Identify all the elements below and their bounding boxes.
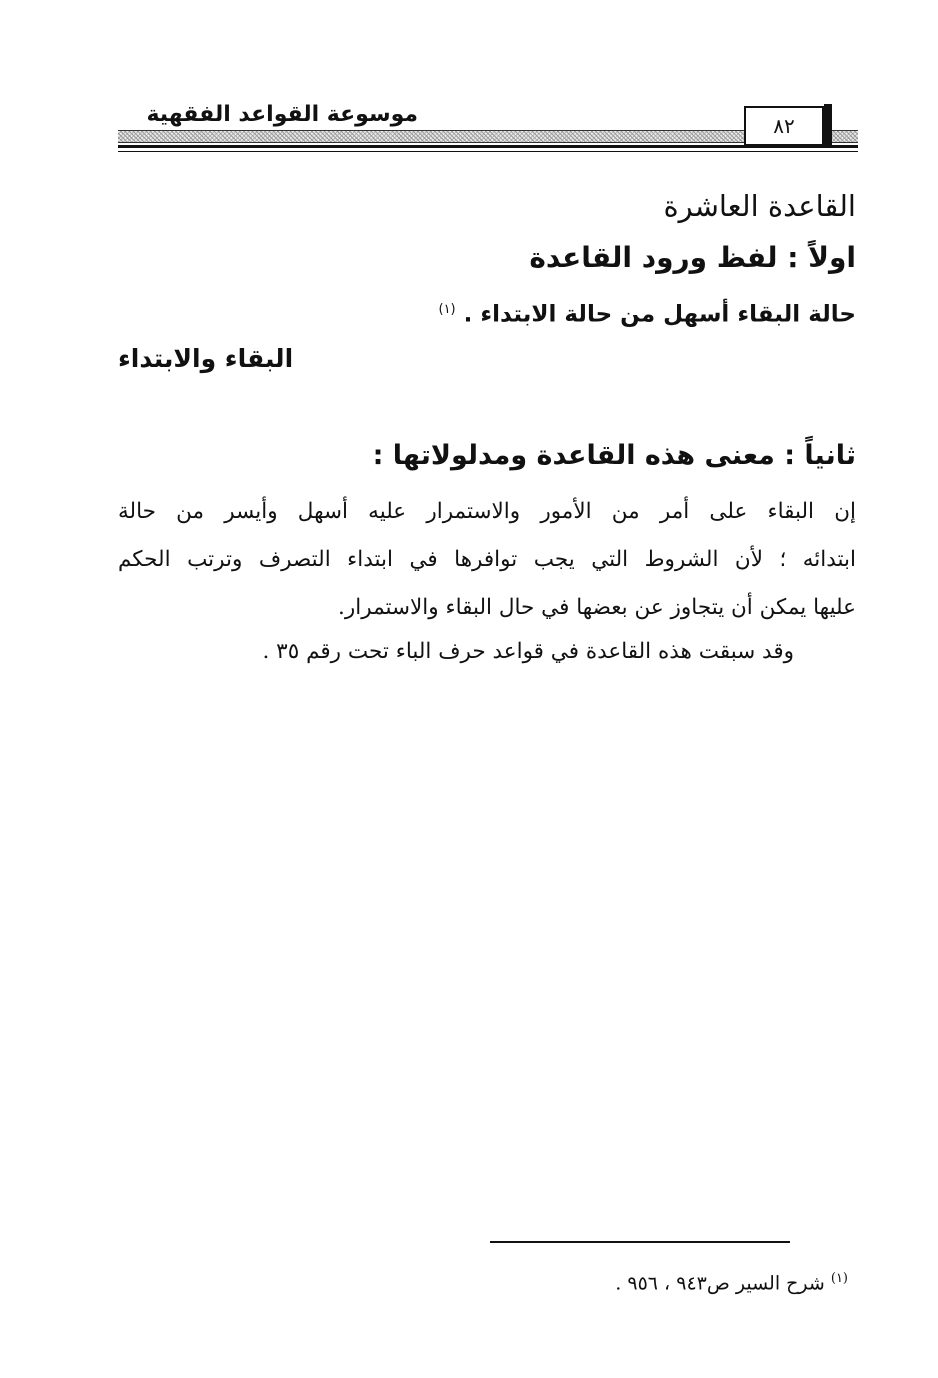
- footnote-reference: (١): [438, 302, 456, 317]
- footnote-marker: (١): [830, 1271, 848, 1286]
- section-two-heading: ثانياً : معنى هذه القاعدة ومدلولاتها :: [372, 440, 856, 471]
- rule-keywords: البقاء والابتداء: [118, 344, 294, 373]
- footnote-text: شرح السير ص٩٤٣ ، ٩٥٦ .: [615, 1272, 825, 1295]
- page-number: ٨٢: [744, 106, 824, 146]
- paragraph-line: عليها يمكن أن يتجاوز عن بعضها في حال البقاء والاستمرار.: [338, 595, 856, 620]
- paragraph-line: وقد سبقت هذه القاعدة في قواعد حرف الباء تحت رقم ٣٥ .: [262, 639, 794, 664]
- rule-text: [438, 292, 856, 333]
- rule-title: القاعدة العاشرة: [663, 189, 856, 223]
- header-rule-thin: [118, 151, 858, 152]
- footnote-separator: [490, 1241, 790, 1243]
- paragraph-line: ابتدائه ؛ لأن الشروط التي يجب توافرها في ابتداء التصرف وترتب الحكم: [118, 547, 856, 572]
- page-number-side-bar: [824, 104, 832, 148]
- rule-text-body: حالة البقاء أسهل من حالة الابتداء .: [463, 301, 856, 328]
- footnote: [615, 1264, 848, 1298]
- paragraph-line: إن البقاء على أمر من الأمور والاستمرار عليه أسهل وأيسر من حالة: [118, 499, 856, 524]
- running-header-title: موسوعة القواعد الفقهية: [146, 102, 418, 127]
- section-one-heading: اولاً : لفظ ورود القاعدة: [529, 241, 856, 274]
